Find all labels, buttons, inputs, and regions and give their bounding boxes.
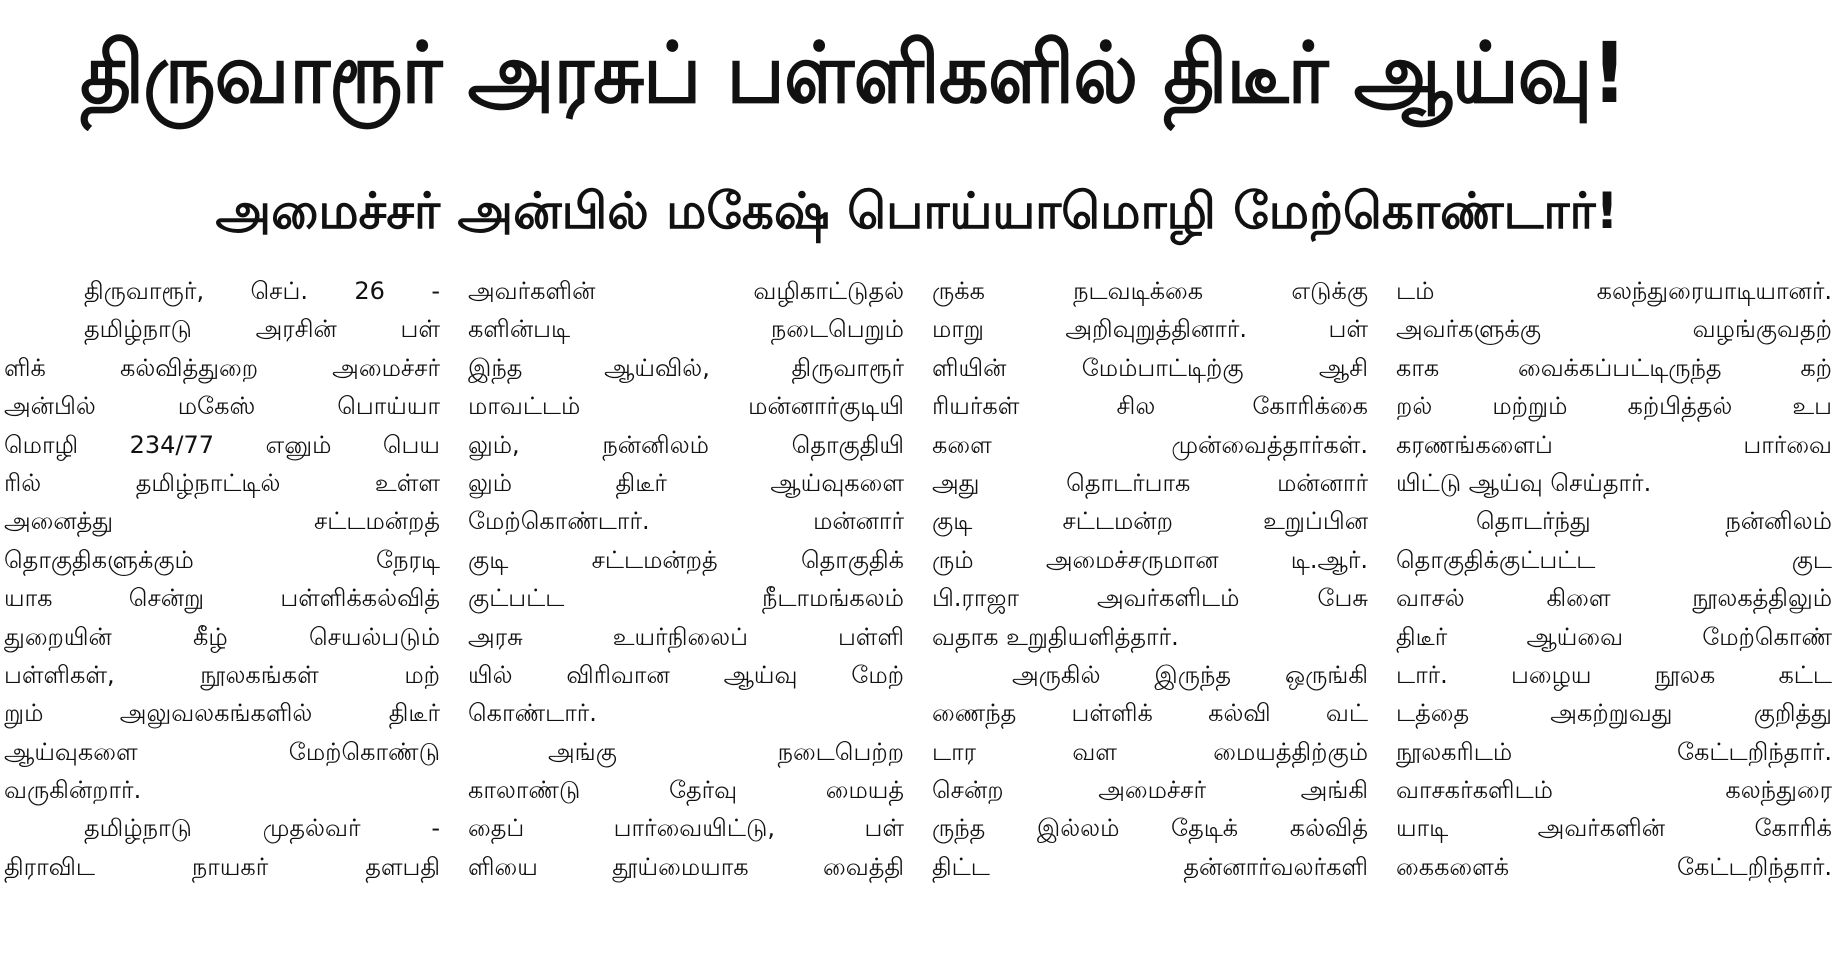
article-line: அரசு உயர்நிலைப் பள்ளி bbox=[468, 622, 904, 651]
article-line: ளியின் மேம்பாட்டிற்கு ஆசி bbox=[932, 353, 1368, 382]
article-line: மாறு அறிவுறுத்தினார். பள் bbox=[932, 315, 1368, 344]
article-column-1 bbox=[4, 272, 440, 972]
article-line: தொகுதிக்குட்பட்ட குட bbox=[1396, 545, 1832, 574]
article-column-4 bbox=[1396, 272, 1832, 972]
article-line: வதாக உறுதியளித்தார். bbox=[932, 622, 1179, 651]
article-column-3 bbox=[932, 272, 1368, 972]
article-line: அவர்களின் வழிகாட்டுதல் bbox=[468, 277, 904, 305]
article-line: வருகின்றார். bbox=[4, 776, 142, 805]
article-line: கைகளைக் கேட்டறிந்தார். bbox=[1396, 852, 1832, 881]
article-line: களை முன்வைத்தார்கள். bbox=[932, 430, 1368, 459]
article-line: காலாண்டு தேர்வு மையத் bbox=[468, 776, 904, 805]
article-line: தொகுதிகளுக்கும் நேரடி bbox=[4, 545, 440, 574]
article-line: லும் திடீர் ஆய்வுகளை bbox=[468, 468, 904, 497]
article-line: துறையின் கீழ் செயல்படும் bbox=[4, 622, 440, 651]
article-line: குட்பட்ட நீடாமங்கலம் bbox=[468, 584, 904, 613]
article-body bbox=[4, 272, 1830, 972]
article-line: அனைத்து சட்டமன்றத் bbox=[4, 507, 440, 536]
article-line: ணைந்த பள்ளிக் கல்வி வட் bbox=[932, 699, 1368, 728]
article-line: பி.ராஜா அவர்களிடம் பேசு bbox=[932, 584, 1368, 613]
article-line: காக வைக்கப்பட்டிருந்த கற் bbox=[1396, 353, 1832, 382]
article-line: மாவட்டம் மன்னார்குடியி bbox=[468, 392, 904, 421]
headline: திருவாரூர் அரசுப் பள்ளிகளில் திடீர் ஆய்வு! bbox=[80, 24, 1627, 122]
article-line: தொடர்ந்து நன்னிலம் bbox=[1476, 507, 1832, 536]
article-line: நூலகரிடம் கேட்டறிந்தார். bbox=[1396, 737, 1832, 766]
article-line: யாடி அவர்களின் கோரிக் bbox=[1396, 814, 1832, 843]
article-line: அங்கு நடைபெற்ற bbox=[548, 737, 904, 766]
article-line: கரணங்களைப் பார்வை bbox=[1396, 430, 1832, 459]
article-line: களின்படி நடைபெறும் bbox=[468, 315, 904, 344]
article-line: டத்தை அகற்றுவது குறித்து bbox=[1396, 699, 1832, 728]
article-line: அன்பில் மகேஸ் பொய்யா bbox=[4, 392, 440, 421]
subheadline: அமைச்சர் அன்பில் மகேஷ் பொய்யாமொழி மேற்கொண்டார்! bbox=[215, 182, 1619, 240]
article-line: மேற்கொண்டார். மன்னார் bbox=[468, 507, 904, 536]
article-column-2 bbox=[468, 272, 904, 972]
article-line: லும், நன்னிலம் தொகுதியி bbox=[468, 430, 904, 459]
article-line: ளிக் கல்வித்துறை அமைச்சர் bbox=[4, 353, 440, 382]
article-line: திருவாரூர், செப். 26 - bbox=[84, 277, 440, 305]
article-line: ரியர்கள் சில கோரிக்கை bbox=[932, 392, 1368, 421]
article-line: றும் அலுவலகங்களில் திடீர் bbox=[4, 699, 440, 728]
article-line: குடி சட்டமன்ற உறுப்பின bbox=[932, 507, 1368, 536]
article-line: பள்ளிகள், நூலகங்கள் மற் bbox=[4, 660, 440, 689]
article-line: வாசகர்களிடம் கலந்துரை bbox=[1396, 776, 1832, 805]
article-line: டார். பழைய நூலக கட்ட bbox=[1396, 660, 1832, 689]
article-line: திடீர் ஆய்வை மேற்கொண் bbox=[1396, 622, 1832, 651]
article-line: அது தொடர்பாக மன்னார் bbox=[932, 468, 1368, 497]
article-line: திட்ட தன்னார்வலர்களி bbox=[932, 852, 1368, 881]
article-line: ஆய்வுகளை மேற்கொண்டு bbox=[4, 737, 440, 766]
article-line: ருந்த இல்லம் தேடிக் கல்வித் bbox=[932, 814, 1368, 843]
article-line: வாசல் கிளை நூலகத்திலும் bbox=[1396, 584, 1832, 613]
article-line: இந்த ஆய்வில், திருவாரூர் bbox=[468, 353, 904, 382]
article-line: குடி சட்டமன்றத் தொகுதிக் bbox=[468, 545, 904, 574]
article-line: யிட்டு ஆய்வு செய்தார். bbox=[1396, 468, 1652, 497]
article-line: றல் மற்றும் கற்பித்தல் உப bbox=[1396, 392, 1832, 421]
article-line: தைப் பார்வையிட்டு, பள் bbox=[468, 814, 904, 843]
article-line: திராவிட நாயகர் தளபதி bbox=[4, 852, 440, 881]
article-line: அருகில் இருந்த ஒருங்கி bbox=[1012, 660, 1368, 689]
article-line: சென்ற அமைச்சர் அங்கி bbox=[932, 776, 1368, 805]
article-line: ரில் தமிழ்நாட்டில் உள்ள bbox=[4, 468, 440, 497]
article-line: யில் விரிவான ஆய்வு மேற் bbox=[468, 660, 904, 689]
article-line: மொழி 234/77 எனும் பெய bbox=[4, 430, 440, 459]
article-line: கொண்டார். bbox=[468, 699, 597, 728]
article-line: யாக சென்று பள்ளிக்கல்வித் bbox=[4, 584, 440, 613]
article-line: அவர்களுக்கு வழங்குவதற் bbox=[1396, 315, 1832, 344]
article-line: ளியை தூய்மையாக வைத்தி bbox=[468, 852, 904, 881]
article-line: டார வள மையத்திற்கும் bbox=[932, 737, 1368, 766]
article-line: ரும் அமைச்சருமான டி.ஆர். bbox=[932, 545, 1368, 574]
article-line: டம் கலந்துரையாடியானர். bbox=[1396, 277, 1832, 305]
article-line: தமிழ்நாடு அரசின் பள் bbox=[84, 315, 440, 344]
article-line: ருக்க நடவடிக்கை எடுக்கு bbox=[932, 277, 1368, 305]
article-line: தமிழ்நாடு முதல்வர் - bbox=[84, 814, 440, 843]
